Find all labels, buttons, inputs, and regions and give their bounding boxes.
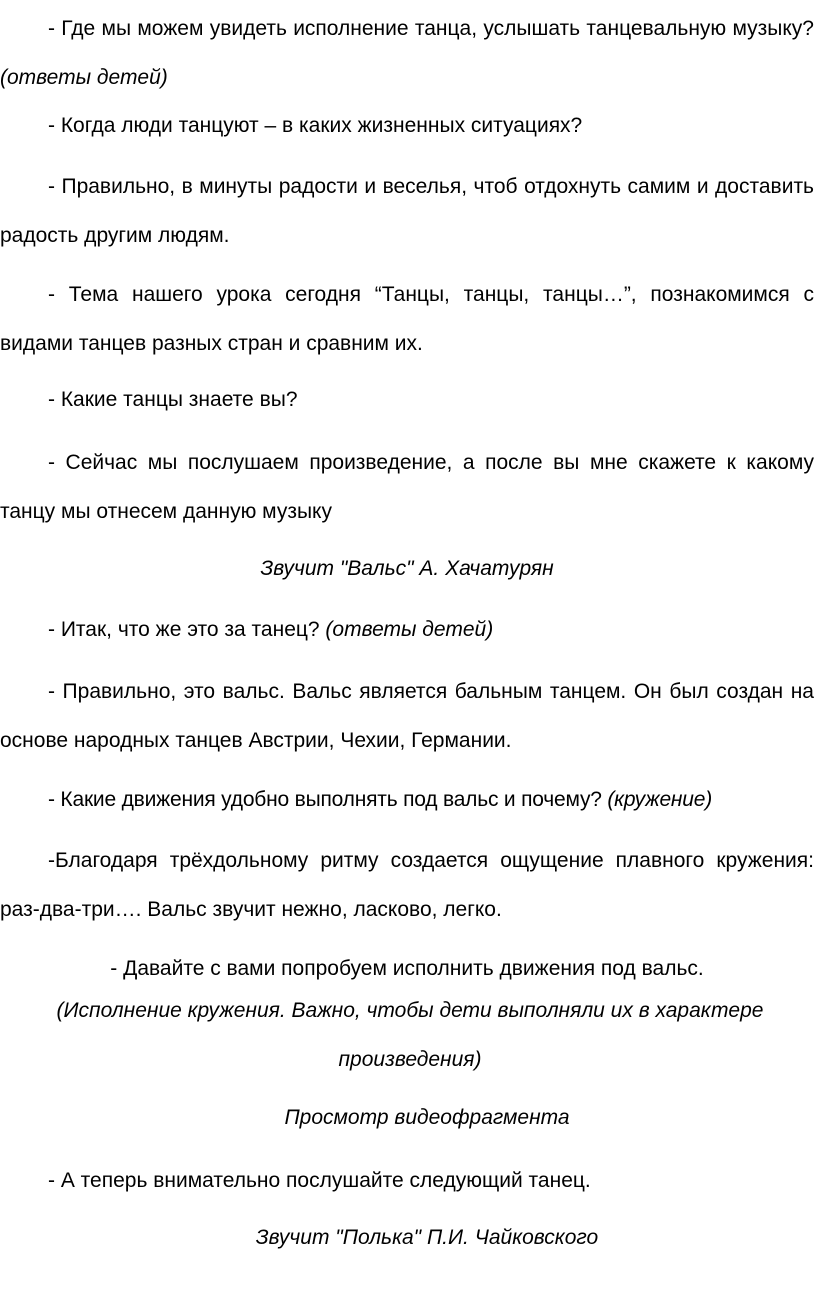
paragraph-which-dance: [0, 605, 814, 654]
paragraph-polka-plays: [20, 1213, 816, 1262]
paragraph-performance-note: [10, 986, 810, 1084]
paragraph-text: (Исполнение кружения. Важно, чтобы дети выполняли их в характере произведения): [56, 999, 764, 1071]
paragraph-waltz-movements: [0, 775, 814, 824]
paragraph-question-when-dance: [0, 101, 814, 150]
paragraph-text: -Благодаря трёхдольному ритму создается ощущение плавного кружения: раз-два-три…. Вальс звучит нежно, ласково, легко.: [0, 849, 814, 921]
paragraph-text: Просмотр видеофрагмента: [284, 1106, 570, 1129]
paragraph-video-fragment: [20, 1093, 816, 1142]
paragraph-text: - Какие танцы знаете вы?: [48, 388, 298, 411]
paragraph-text: - А теперь внимательно послушайте следующий танец.: [48, 1169, 591, 1192]
paragraph-listen-instruction: [0, 438, 814, 536]
paragraph-question-where-dance: [0, 4, 814, 102]
paragraph-text: - Где мы можем увидеть исполнение танца, услышать танцевальную музыку?: [48, 17, 814, 40]
paragraph-text: - Какие движения удобно выполнять под вальс и почему?: [48, 788, 608, 811]
paragraph-question-which-dances: [0, 375, 814, 424]
paragraph-note: (кружение): [607, 788, 713, 811]
paragraph-note: (ответы детей): [325, 618, 494, 641]
paragraph-note: (ответы детей): [0, 66, 168, 89]
paragraph-text: - Правильно, в минуты радости и веселья, чтоб отдохнуть самим и доставить радость другим людям.: [0, 175, 814, 247]
paragraph-text: - Сейчас мы послушаем произведение, а после вы мне скажете к какому танцу мы отнесем данную музыку: [0, 451, 814, 523]
paragraph-triple-rhythm: [0, 836, 814, 934]
paragraph-text: - Тема нашего урока сегодня “Танцы, танцы, танцы…”, познакомимся с видами танцев разных стран и сравним их.: [0, 283, 814, 355]
paragraph-listen-next: [0, 1156, 814, 1205]
paragraph-text: Звучит "Вальс" А. Хачатурян: [260, 557, 554, 580]
paragraph-text: - Когда люди танцуют – в каких жизненных ситуациях?: [48, 114, 583, 137]
paragraph-text: - Давайте с вами попробуем исполнить движения под вальс.: [110, 957, 704, 980]
paragraph-text: - Итак, что же это за танец?: [48, 618, 326, 641]
paragraph-waltz-explanation: [0, 667, 814, 765]
paragraph-text: - Правильно, это вальс. Вальс является бальным танцем. Он был создан на основе народных танцев Австрии, Чехии, Германии.: [0, 680, 814, 752]
paragraph-answer-joy: [0, 162, 814, 260]
paragraph-waltz-plays: [0, 544, 814, 593]
paragraph-text: Звучит "Полька" П.И. Чайковского: [255, 1226, 599, 1249]
paragraph-lesson-topic: [0, 270, 814, 368]
